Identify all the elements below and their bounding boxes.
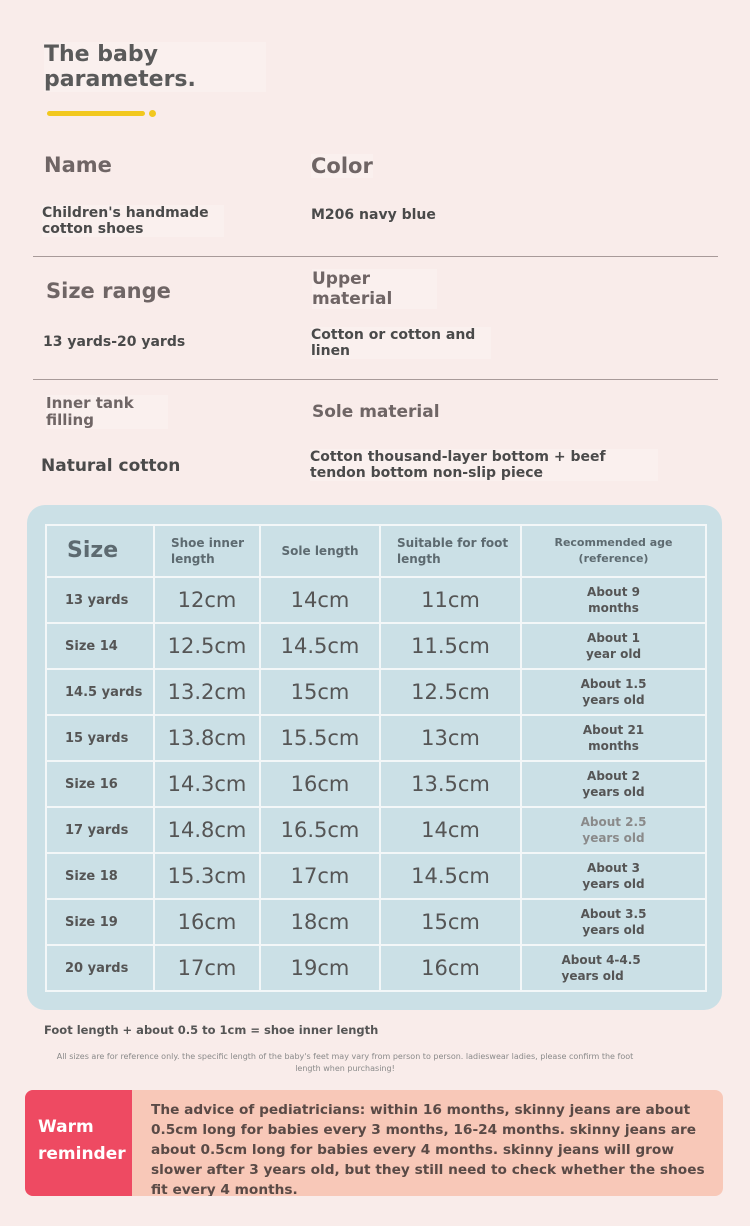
table-row	[46, 899, 706, 945]
cell-age: About 9 months	[521, 577, 706, 623]
cell-sole-length: 17cm	[260, 853, 380, 899]
cell-age: About 2.5 years old	[521, 807, 706, 853]
cell-inner-length: 17cm	[154, 945, 260, 991]
table-row	[46, 761, 706, 807]
warm-reminder-box	[25, 1090, 723, 1196]
cell-foot-length: 14.5cm	[380, 853, 521, 899]
cell-sole-length: 16.5cm	[260, 807, 380, 853]
cell-inner-length: 12.5cm	[154, 623, 260, 669]
cell-size: Size 14	[46, 623, 154, 669]
cell-sole-length: 16cm	[260, 761, 380, 807]
cell-foot-length: 12.5cm	[380, 669, 521, 715]
cell-size: Size 16	[46, 761, 154, 807]
cell-inner-length: 13.2cm	[154, 669, 260, 715]
cell-foot-length: 16cm	[380, 945, 521, 991]
cell-age: About 3 years old	[521, 853, 706, 899]
cell-foot-length: 13.5cm	[380, 761, 521, 807]
cell-inner-length: 14.3cm	[154, 761, 260, 807]
cell-sole-length: 14cm	[260, 577, 380, 623]
col-header-inner-length: Shoe inner length	[154, 525, 260, 577]
cell-foot-length: 14cm	[380, 807, 521, 853]
size-range-label: Size range	[46, 279, 171, 303]
table-row	[46, 669, 706, 715]
col-header-size: Size	[46, 525, 154, 577]
page-title: The baby parameters.	[44, 42, 266, 92]
inner-filling-value: Natural cotton	[41, 456, 181, 476]
cell-sole-length: 14.5cm	[260, 623, 380, 669]
table-row	[46, 715, 706, 761]
cell-size: 14.5 yards	[46, 669, 154, 715]
title-underline	[47, 111, 145, 116]
table-row	[46, 807, 706, 853]
cell-foot-length: 11cm	[380, 577, 521, 623]
color-label: Color	[311, 154, 373, 178]
warm-reminder-text: The advice of pediatricians: within 16 months, skinny jeans are about 0.5cm long for babies every 3 months, 16-24 months. skinny jeans are about 0.5cm long for babies every 4 months. skinny jeans will grow slower after 3 years old, but they still need to check whether the shoes fit every 4 months.	[151, 1102, 705, 1196]
col-header-sole-length: Sole length	[260, 525, 380, 577]
size-range-value: 13 yards-20 yards	[43, 334, 186, 350]
cell-sole-length: 18cm	[260, 899, 380, 945]
size-disclaimer: All sizes are for reference only. the specific length of the baby's feet may vary from person to person. ladieswear ladies, please confirm the foot length when purchasing!	[56, 1052, 634, 1073]
cell-inner-length: 16cm	[154, 899, 260, 945]
cell-sole-length: 19cm	[260, 945, 380, 991]
title-underline-dot	[149, 110, 156, 117]
name-label: Name	[44, 153, 112, 177]
warm-reminder-tag-line1: Warm	[38, 1117, 94, 1137]
cell-age: About 4-4.5 years old	[521, 945, 706, 991]
name-value: Children's handmade cotton shoes	[42, 205, 224, 237]
divider	[33, 256, 718, 257]
cell-size: 17 yards	[46, 807, 154, 853]
cell-inner-length: 15.3cm	[154, 853, 260, 899]
sole-material-value: Cotton thousand-layer bottom + beef tendon bottom non-slip piece	[310, 449, 658, 481]
cell-size: 20 yards	[46, 945, 154, 991]
col-header-foot-length: Suitable for foot length	[380, 525, 521, 577]
divider	[33, 379, 718, 380]
cell-size: 13 yards	[46, 577, 154, 623]
table-row	[46, 623, 706, 669]
cell-sole-length: 15.5cm	[260, 715, 380, 761]
cell-foot-length: 15cm	[380, 899, 521, 945]
sole-material-label: Sole material	[312, 402, 440, 422]
cell-foot-length: 13cm	[380, 715, 521, 761]
cell-inner-length: 13.8cm	[154, 715, 260, 761]
inner-filling-label: Inner tank filling	[46, 395, 168, 429]
cell-age: About 2 years old	[521, 761, 706, 807]
color-value: M206 navy blue	[311, 207, 436, 223]
table-row	[46, 853, 706, 899]
warm-reminder-tag	[25, 1090, 132, 1196]
upper-material-label: Upper material	[312, 269, 437, 309]
cell-sole-length: 15cm	[260, 669, 380, 715]
table-header-row	[46, 525, 706, 577]
cell-foot-length: 11.5cm	[380, 623, 521, 669]
cell-size: Size 19	[46, 899, 154, 945]
cell-size: Size 18	[46, 853, 154, 899]
table-row	[46, 577, 706, 623]
cell-age: About 3.5 years old	[521, 899, 706, 945]
table-row	[46, 945, 706, 991]
upper-material-value: Cotton or cotton and linen	[311, 327, 491, 359]
cell-inner-length: 14.8cm	[154, 807, 260, 853]
cell-size: 15 yards	[46, 715, 154, 761]
cell-age: About 1 year old	[521, 623, 706, 669]
warm-reminder-tag-line2: reminder	[38, 1144, 126, 1164]
col-header-age: Recommended age (reference)	[521, 525, 706, 577]
cell-age: About 21 months	[521, 715, 706, 761]
size-formula-note: Foot length + about 0.5 to 1cm = shoe inner length	[44, 1023, 379, 1037]
size-table	[45, 524, 707, 992]
cell-inner-length: 12cm	[154, 577, 260, 623]
cell-age: About 1.5 years old	[521, 669, 706, 715]
